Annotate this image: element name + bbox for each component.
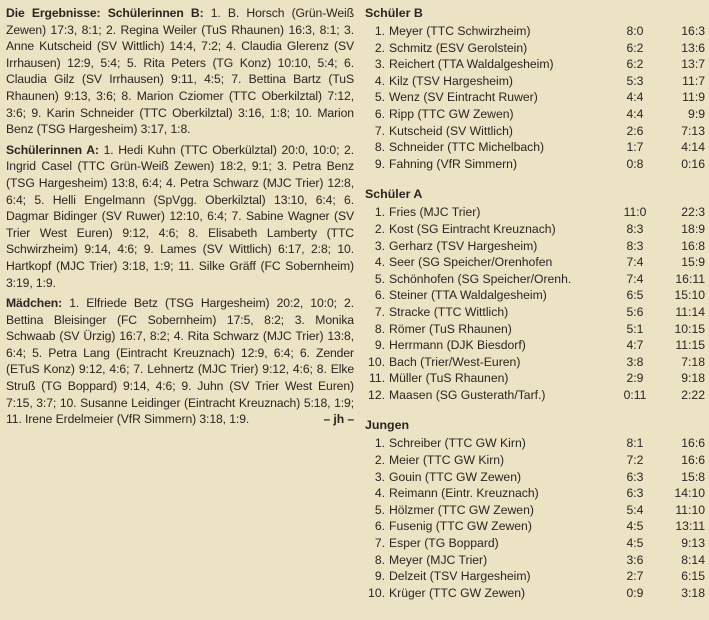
section-schueler-b: [365, 5, 705, 172]
player-name: Schreiber (TTC GW Kirn): [389, 436, 526, 451]
player-name: Müller (TuS Rhaunen): [389, 371, 509, 386]
table-row: [365, 518, 705, 535]
games-score: 7:13: [681, 123, 705, 138]
table-row: [365, 106, 705, 123]
table-row: [365, 568, 705, 585]
player-name: Herrmann (DJK Biesdorf): [389, 338, 526, 353]
table-row: [365, 23, 705, 40]
table-row: [365, 435, 705, 452]
player-name: Steiner (TTA Waldalgesheim): [389, 288, 547, 303]
points: 5:6: [626, 304, 644, 319]
points: 8:1: [626, 436, 644, 451]
games-score: 0:16: [681, 156, 705, 171]
player-name: Kutscheid (SV Wittlich): [389, 123, 513, 138]
player-name: Krüger (TTC GW Zewen): [389, 585, 526, 600]
games-score: 15:10: [674, 288, 705, 303]
table-row: [365, 238, 705, 255]
rank-number: 4.: [374, 486, 385, 501]
paragraph-lead: Schülerinnen A:: [6, 142, 99, 157]
games-score: 14:10: [674, 486, 705, 501]
rank-number: 5.: [374, 90, 385, 105]
games-score: 11:10: [675, 502, 705, 517]
rank-number: 2.: [374, 40, 385, 55]
points: 6:5: [626, 288, 644, 303]
rank-number: 6.: [374, 106, 385, 121]
player-name: Fries (MJC Trier): [389, 205, 481, 220]
table-row: [365, 502, 705, 519]
paragraph-schuelerinnen-a: [6, 142, 354, 291]
standings-table: [365, 204, 705, 403]
rank-number: 6.: [374, 288, 385, 303]
paragraph-schuelerinnen-b: [6, 5, 354, 138]
table-row: [365, 485, 705, 502]
table-row: [365, 321, 705, 338]
table-row: [365, 271, 705, 288]
points: 2:6: [626, 123, 644, 138]
section-title: Jungen: [365, 418, 410, 433]
points: 3:6: [626, 552, 644, 567]
table-row: [365, 337, 705, 354]
games-score: 10:15: [674, 321, 705, 336]
points: 0:11: [623, 387, 647, 402]
games-score: 9:18: [681, 371, 705, 386]
rank-number: 11.: [368, 371, 385, 386]
rank-number: 1.: [374, 205, 385, 220]
points: 5:1: [626, 321, 644, 336]
player-name: Seer (SG Speicher/Orenhofen: [389, 255, 553, 270]
points: 7:4: [626, 271, 644, 286]
player-name: Ripp (TTC GW Zewen): [389, 106, 514, 121]
games-score: 6:15: [681, 569, 705, 584]
paragraph-lead: Mädchen:: [6, 296, 63, 311]
rank-number: 4.: [374, 73, 385, 88]
table-row: [365, 535, 705, 552]
rank-number: 9.: [374, 338, 385, 353]
points: 0:8: [626, 156, 644, 171]
table-row: [365, 139, 705, 156]
player-name: Hölzmer (TTC GW Zewen): [389, 502, 534, 517]
results-text-column: [6, 5, 354, 432]
points: 8:3: [626, 221, 644, 236]
rank-number: 10.: [368, 354, 385, 369]
points: 0:9: [626, 585, 644, 600]
points: 6:3: [626, 469, 644, 484]
table-row: [365, 552, 705, 569]
table-row: [365, 370, 705, 387]
player-name: Meyer (MJC Trier): [389, 552, 488, 567]
games-score: 16:11: [675, 271, 705, 286]
player-name: Römer (TuS Rhaunen): [389, 321, 512, 336]
games-score: 3:18: [681, 585, 705, 600]
rank-number: 6.: [374, 519, 385, 534]
rank-number: 9.: [374, 156, 385, 171]
points: 2:9: [626, 371, 644, 386]
author-signature: – jh –: [323, 412, 354, 427]
rank-number: 9.: [374, 569, 385, 584]
points: 6:2: [626, 40, 644, 55]
points: 3:8: [626, 354, 644, 369]
points: 8:3: [626, 238, 644, 253]
player-name: Delzeit (TSV Hargesheim): [389, 569, 531, 584]
section-schueler-a: [365, 186, 705, 403]
games-score: 9:9: [688, 106, 705, 121]
points: 4:5: [626, 536, 644, 551]
rank-number: 2.: [374, 453, 385, 468]
rank-number: 8.: [374, 552, 385, 567]
table-row: [365, 304, 705, 321]
games-score: 13:6: [681, 40, 705, 55]
rank-number: 3.: [374, 238, 385, 253]
games-score: 22:3: [681, 205, 705, 220]
player-name: Gerharz (TSV Hargesheim): [389, 238, 538, 253]
games-score: 4:14: [681, 140, 705, 155]
games-score: 13:7: [681, 57, 705, 72]
points: 7:4: [626, 255, 644, 270]
rank-number: 8.: [374, 321, 385, 336]
table-row: [365, 469, 705, 486]
player-name: Stracke (TTC Wittlich): [389, 304, 509, 319]
table-row: [365, 387, 705, 404]
games-score: 13:11: [675, 519, 705, 534]
paragraph-text: 1. B. Horsch (Grün-Weiß Zewen) 17:3, 8:1; 2. Regina Weiler (TuS Rhaunen) 16:3, 8:1; 3. Anne Kutscheid (SV Wittlich) 14:4, 7:2; 4. Claudia Glerenz (SV Irrhausen) 12:9, 5:4; 5. Rita Peters (TG Konz) 10:10, 5:4; 6. Claudia Gilz (SV Irrhausen) 9:11, 4:5; 7. Bettina Bartz (TuS Rhaunen) 9:13, 3:6; 8. Marion Cziomer (TTC Oberkilztal) 7:12, 3:6; 9. Karin Schneider (TTC Oberkilztal) 3:16, 1:8; 10. Marion Benz (TSG Hargesheim) 3:17, 1:8.: [6, 6, 354, 137]
player-name: Bach (Trier/West-Euren): [389, 354, 521, 369]
games-score: 11:7: [682, 73, 705, 88]
rank-number: 1.: [374, 24, 385, 38]
games-score: 11:15: [675, 338, 705, 353]
player-name: Kilz (TSV Hargesheim): [389, 73, 513, 88]
points: 4:7: [626, 338, 644, 353]
table-row: [365, 123, 705, 140]
games-score: 9:13: [681, 536, 705, 551]
table-row: [365, 287, 705, 304]
paragraph-maedchen: [6, 295, 354, 428]
points: 7:2: [626, 453, 644, 468]
rank-number: 7.: [374, 304, 385, 319]
paragraph-text: 1. Elfriede Betz (TSG Hargesheim) 20:2, 10:0; 2. Bettina Bleisinger (FC Sobernheim) 17:5, 8:2; 3. Monika Schwaab (SV Ürzig) 16:7, 8:2; 4. Rita Schwarz (MJC Trier) 13:8, 6:4; 5. Petra Lang (Eintracht Kreuznach) 12:9, 6:4; 6. Zender (ETuS Konz) 9:12, 4:6; 7. Lehnertz (MJC Trier) 9:12, 4:6; 8. Elke Struß (TG Boppard) 9:14, 4:6; 9. Juhn (SV Trier West Euren) 7:15, 3:7; 10. Susanne Leidinger (Eintracht Kreuznach) 5:18, 1:9; 11. Irene Erdelmeier (VfR Simmern) 3:18, 1:9.: [6, 296, 354, 427]
rank-number: 1.: [374, 436, 385, 451]
section-title: Schüler B: [365, 6, 423, 20]
player-name: Fusenig (TTC GW Zewen): [389, 519, 532, 534]
table-row: [365, 156, 705, 173]
table-row: [365, 221, 705, 238]
standings-table: [365, 435, 705, 601]
rank-number: 5.: [374, 271, 385, 286]
points: 5:3: [626, 73, 644, 88]
table-row: [365, 56, 705, 73]
player-name: Reimann (Eintr. Kreuznach): [389, 486, 539, 501]
section-jungen: [365, 417, 705, 601]
rank-number: 12.: [368, 387, 385, 402]
points: 5:4: [626, 502, 644, 517]
points: 6:3: [626, 486, 644, 501]
points: 4:4: [626, 106, 644, 121]
points: 8:0: [626, 24, 644, 38]
games-score: 7:18: [681, 354, 705, 369]
table-row: [365, 452, 705, 469]
points: 2:7: [626, 569, 644, 584]
rank-number: 8.: [374, 140, 385, 155]
points: 6:2: [626, 57, 644, 72]
games-score: 16:6: [681, 453, 705, 468]
section-title: Schüler A: [365, 187, 423, 202]
rank-number: 7.: [374, 536, 385, 551]
table-row: [365, 204, 705, 221]
games-score: 18:9: [681, 221, 705, 236]
standings-table: [365, 23, 705, 172]
player-name: Fahning (VfR Simmern): [389, 156, 518, 171]
table-row: [365, 40, 705, 57]
rank-number: 4.: [374, 255, 385, 270]
games-score: 8:14: [681, 552, 705, 567]
rank-number: 3.: [374, 57, 385, 72]
games-score: 16:8: [681, 238, 705, 253]
player-name: Reichert (TTA Waldalgesheim): [389, 57, 554, 72]
table-row: [365, 73, 705, 90]
games-score: 15:9: [681, 255, 705, 270]
rank-number: 5.: [374, 502, 385, 517]
table-row: [365, 254, 705, 271]
games-score: 2:22: [681, 387, 705, 402]
rank-number: 7.: [374, 123, 385, 138]
games-score: 16:6: [681, 436, 705, 451]
player-name: Schönhofen (SG Speicher/Orenh.: [389, 271, 572, 286]
points: 4:5: [626, 519, 644, 534]
paragraph-lead: Die Ergebnisse: Schülerinnen B:: [6, 6, 204, 20]
table-row: [365, 354, 705, 371]
standings-column: [365, 5, 705, 615]
player-name: Esper (TG Boppard): [389, 536, 499, 551]
player-name: Meyer (TTC Schwirzheim): [389, 24, 531, 38]
player-name: Gouin (TTC GW Zewen): [389, 469, 522, 484]
games-score: 16:3: [681, 24, 705, 38]
player-name: Wenz (SV Eintracht Ruwer): [389, 90, 538, 105]
table-row: [365, 585, 705, 602]
player-name: Schneider (TTC Michelbach): [389, 140, 545, 155]
points: 1:7: [626, 140, 644, 155]
games-score: 11:14: [675, 304, 705, 319]
player-name: Meier (TTC GW Kirn): [389, 453, 505, 468]
rank-number: 2.: [374, 221, 385, 236]
paragraph-text: 1. Hedi Kuhn (TTC Oberkülztal) 20:0, 10:0; 2. Ingrid Casel (TTC Grün-Weiß Zewen) 18:2, 9:1; 3. Petra Benz (TSG Hargesheim) 13:8, 6:4; 4. Petra Schwarz (MJC Trier) 12:8, 6:4; 5. Helli Engelmann (SpVgg. Oberkilztal) 13:10, 6:4; 6. Dagmar Bidinger (SV Ruwer) 12:10, 6:4; 7. Sabine Wagner (SV Trier West Euren) 9:12, 4:6; 8. Elisabeth Lamberty (TTC Schwirzheim) 9:14, 4:6; 9. Lames (SV Wittlich) 6:17, 2:8; 10. Hartkopf (MJC Trier) 3:18, 1:9; 11. Silke Gräff (FC Sobernheim) 3:19, 1:9.: [6, 142, 354, 290]
player-name: Kost (SG Eintracht Kreuznach): [389, 221, 556, 236]
games-score: 11:9: [682, 90, 705, 105]
points: 4:4: [626, 90, 644, 105]
rank-number: 10.: [368, 585, 385, 600]
points: 11:0: [623, 205, 647, 220]
player-name: Maasen (SG Gusterath/Tarf.): [389, 387, 546, 402]
games-score: 15:8: [681, 469, 705, 484]
table-row: [365, 89, 705, 106]
rank-number: 3.: [374, 469, 385, 484]
player-name: Schmitz (ESV Gerolstein): [389, 40, 528, 55]
